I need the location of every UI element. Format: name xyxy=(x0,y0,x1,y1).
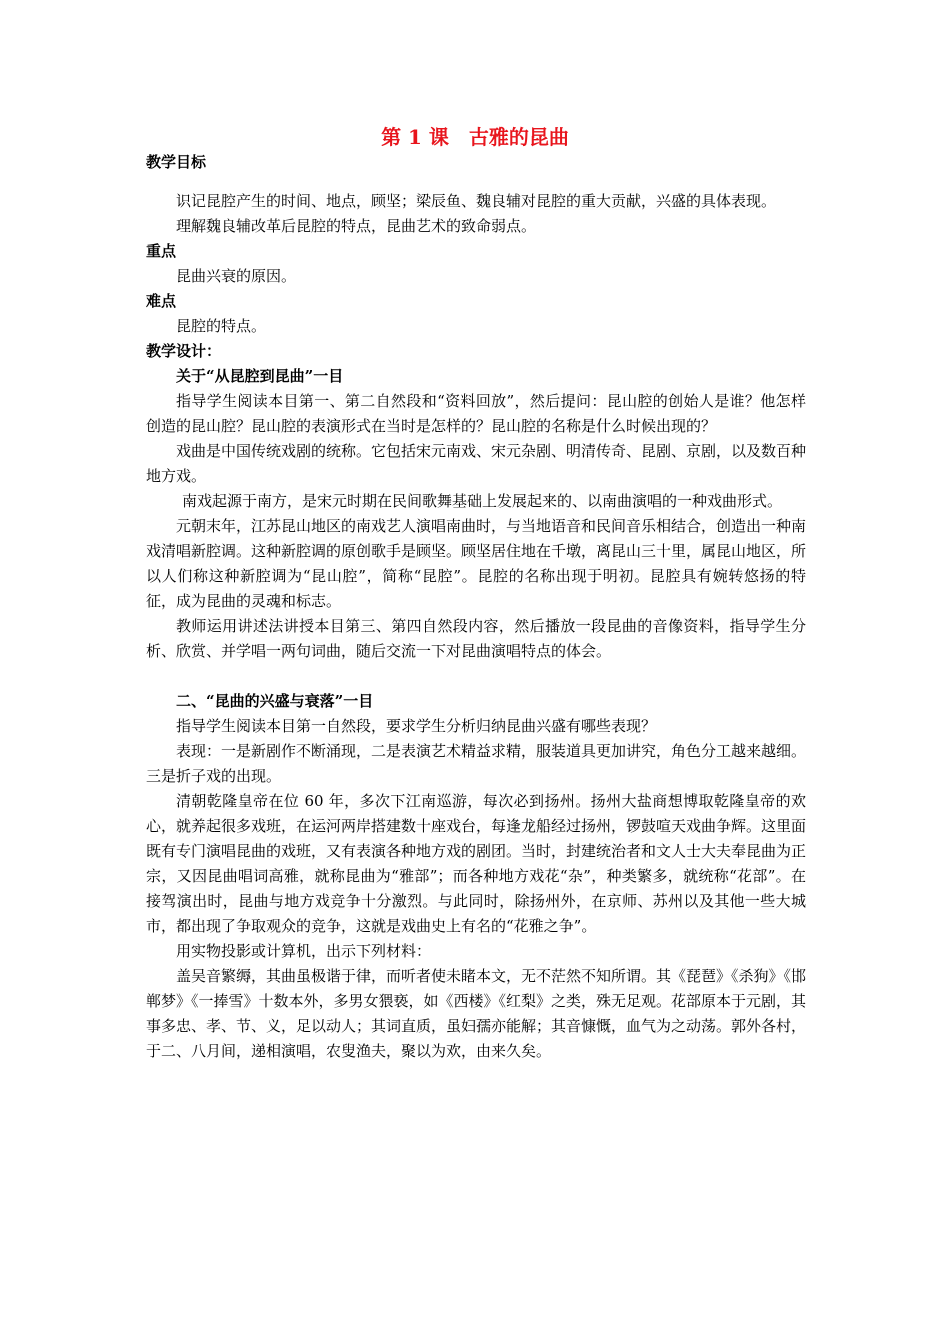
difficulty-heading: 难点 xyxy=(146,292,177,310)
part1-paragraph-2: 戏曲是中国传统戏剧的统称。它包括宋元南戏、宋元杂剧、明清传奇、昆剧、京剧，以及数百种地方戏。 xyxy=(146,442,807,485)
part1-paragraph-4: 元朝末年，江苏昆山地区的南戏艺人演唱南曲时，与当地语音和民间音乐相结合，创造出一种南戏清唱新腔调。这种新腔调的原创歌手是顾坚。顾坚居住地在千墩，离昆山三十里，属昆山地区，所以人们称这种新腔调为“昆山腔”，简称“昆腔”。昆腔的名称出现于明初。昆腔具有婉转悠扬的特征，成为昆曲的灵魂和标志。 xyxy=(146,517,807,610)
teaching-design-heading: 教学设计： xyxy=(146,342,222,360)
objectives-paragraph-2: 理解魏良辅改革后昆腔的特点，昆曲艺术的致命弱点。 xyxy=(176,217,537,235)
part2-paragraph-5: 盖吴音繁缛，其曲虽极谐于律，而听者使未睹本文，无不茫然不知所谓。其《琵琶》《杀狗》《邯郸梦》《一捧雪》十数本外，多男女猥亵，如《西楼》《红梨》之类，殊无足观。花部原本于元剧，其事多忠、孝、节、义，足以动人；其词直质，虽妇孺亦能解；其音慷慨，血气为之动荡。郭外各村，于二、八月间，递相演唱，农叟渔夫，聚以为欢，由来久矣。 xyxy=(146,967,807,1060)
key-points-paragraph: 昆曲兴衰的原因。 xyxy=(176,267,297,285)
document-body xyxy=(146,150,806,1064)
page-title: 第 1 课 古雅的昆曲 xyxy=(381,125,569,149)
key-points-heading: 重点 xyxy=(146,242,177,260)
part2-heading: 二、“昆曲的兴盛与衰落”一目 xyxy=(176,692,374,710)
objectives-paragraph-1: 识记昆腔产生的时间、地点，顾坚；梁辰鱼、魏良辅对昆腔的重大贡献，兴盛的具体表现。 xyxy=(176,192,777,210)
part1-paragraph-3: 南戏起源于南方，是宋元时期在民间歌舞基础上发展起来的、以南曲演唱的一种戏曲形式。 xyxy=(182,492,783,510)
objectives-heading: 教学目标 xyxy=(146,153,207,171)
part1-heading: 关于“从昆腔到昆曲”一目 xyxy=(176,367,344,385)
part2-paragraph-3: 清朝乾隆皇帝在位 60 年，多次下江南巡游，每次必到扬州。扬州大盐商想博取乾隆皇帝的欢心，就养起很多戏班，在运河两岸搭建数十座戏台，每逢龙船经过扬州，锣鼓喧天戏曲争辉。这里面既有专门演唱昆曲的戏班，又有表演各种地方戏的剧团。当时，封建统治者和文人士大夫奉昆曲为正宗，又因昆曲唱词高雅，就称昆曲为“雅部”；而各种地方戏花“杂”，种类繁多，就统称“花部”。在接驾演出时，昆曲与地方戏竞争十分激烈。与此同时，除扬州外，在京师、苏州以及其他一些大城市，都出现了争取观众的竞争，这就是戏曲史上有名的“花雅之争”。 xyxy=(146,792,807,935)
part2-paragraph-1: 指导学生阅读本目第一自然段，要求学生分析归纳昆曲兴盛有哪些表现？ xyxy=(176,717,657,735)
part1-paragraph-5: 教师运用讲述法讲授本目第三、第四自然段内容，然后播放一段昆曲的音像资料，指导学生分析、欣赏、并学唱一两句词曲，随后交流一下对昆曲演唱特点的体会。 xyxy=(146,617,806,660)
part2-paragraph-2: 表现：一是新剧作不断涌现，二是表演艺术精益求精，服装道具更加讲究，角色分工越来越细。三是折子戏的出现。 xyxy=(146,742,807,785)
part1-paragraph-1: 指导学生阅读本目第一、第二自然段和“资料回放”，然后提问：昆山腔的创始人是谁？他怎样创造的昆山腔？昆山腔的表演形式在当时是怎样的？昆山腔的名称是什么时候出现的？ xyxy=(146,392,806,435)
part2-paragraph-4: 用实物投影或计算机，出示下列材料： xyxy=(176,942,432,960)
difficulty-paragraph: 昆腔的特点。 xyxy=(176,317,267,335)
